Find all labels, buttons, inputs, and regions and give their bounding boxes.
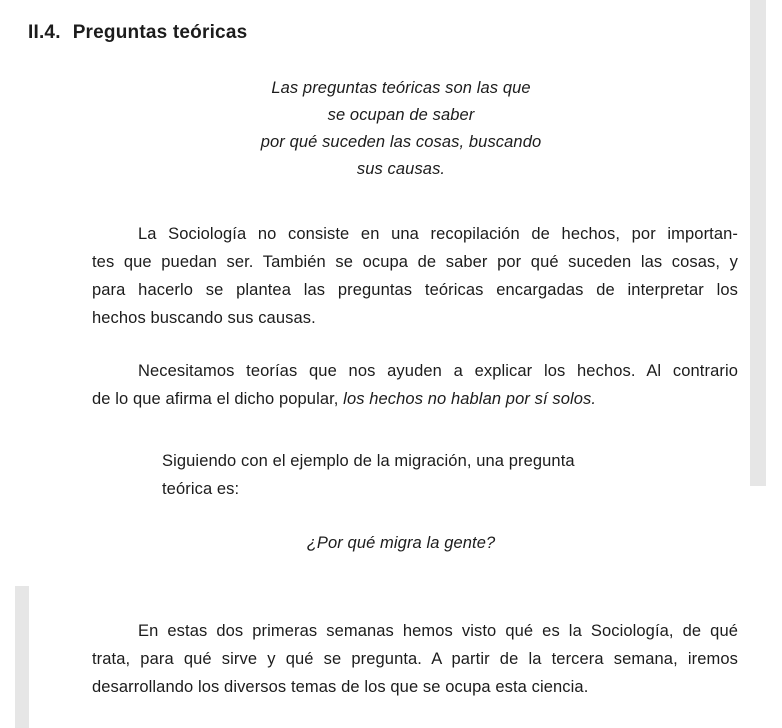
epigraph-block xyxy=(10,75,782,183)
epigraph-line: sus causas. xyxy=(356,160,446,178)
paragraph-line: En estas dos primeras semanas hemos visto qué es la Sociología, de qué xyxy=(138,622,738,640)
paragraph-line: tes que puedan ser. También se ocupa de saber por qué suceden las cosas, y xyxy=(92,253,738,271)
aside-line: teórica es: xyxy=(162,480,240,498)
section-number: II.4. xyxy=(28,22,61,43)
paragraph-line: La Sociología no consiste en una recopilación de hechos, por importan- xyxy=(138,225,738,243)
section-heading xyxy=(28,22,247,44)
paragraph-1 xyxy=(92,220,738,332)
left-page-edge-strip xyxy=(15,586,29,728)
paragraph-line: para hacerlo se plantea las preguntas teóricas encargadas de interpretar los xyxy=(92,281,738,299)
emphasized-text: los hechos no hablan por sí solos. xyxy=(343,390,597,408)
paragraph-line xyxy=(92,385,738,413)
theoretical-question: ¿Por qué migra la gente? xyxy=(306,534,496,552)
paragraph-3 xyxy=(92,617,738,701)
paragraph-line: hechos buscando sus causas. xyxy=(92,309,316,327)
paragraph-text: de lo que afirma el dicho popular, xyxy=(92,390,344,408)
epigraph-line: se ocupan de saber xyxy=(327,106,475,124)
paragraph-line: Necesitamos teorías que nos ayuden a explicar los hechos. Al contrario xyxy=(138,362,738,380)
paragraph-2 xyxy=(92,357,738,413)
epigraph-line: Las preguntas teóricas son las que xyxy=(271,79,531,97)
aside-line: Siguiendo con el ejemplo de la migración, una pregunta xyxy=(162,452,575,470)
paragraph-line: trata, para qué sirve y qué se pregunta. A partir de la tercera semana, iremos xyxy=(92,650,738,668)
epigraph-line: por qué suceden las cosas, buscando xyxy=(260,133,542,151)
example-intro-block xyxy=(162,447,682,503)
right-page-edge-strip xyxy=(750,0,766,486)
paragraph-line: desarrollando los diversos temas de los que se ocupa esta ciencia. xyxy=(92,678,589,696)
section-title: Preguntas teóricas xyxy=(72,22,248,43)
